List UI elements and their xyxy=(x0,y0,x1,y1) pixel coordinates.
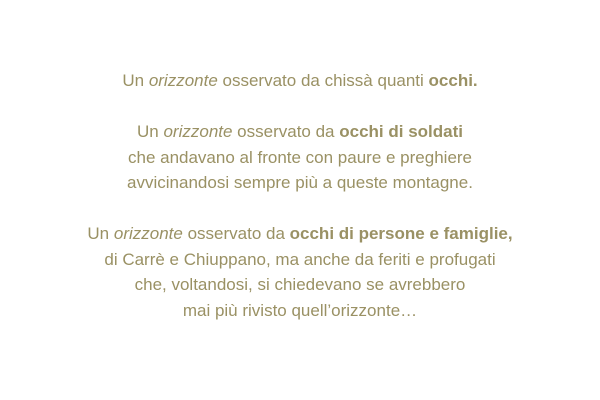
text-segment: osservato da chissà quanti xyxy=(217,71,429,90)
text-segment: avvicinandosi sempre più a queste montagne. xyxy=(127,173,473,192)
text-segment-bold: occhi di soldati xyxy=(339,122,463,141)
text-segment: Un xyxy=(122,71,149,90)
stanza-3 xyxy=(7,221,593,323)
text-segment-italic: orizzonte xyxy=(148,71,218,90)
stanza-1 xyxy=(7,68,593,94)
text-segment: osservato da xyxy=(232,122,340,141)
stanza-3-line-2 xyxy=(7,247,593,273)
text-segment-italic: orizzonte xyxy=(163,122,233,141)
stanza-3-line-3 xyxy=(7,272,593,298)
stanza-3-line-4 xyxy=(7,298,593,324)
text-segment: mai più rivisto quell’orizzonte… xyxy=(182,300,418,320)
text-segment-italic: orizzonte xyxy=(113,224,183,243)
poem-text-block xyxy=(7,68,593,323)
stanza-2-line-2 xyxy=(7,145,593,171)
text-segment: che, voltandosi, si chiedevano se avrebbero xyxy=(134,275,466,294)
stanza-2-line-3 xyxy=(7,170,593,196)
text-segment: che andavano al fronte con paure e preghiere xyxy=(127,147,473,167)
text-segment-bold: occhi di persone e famiglie, xyxy=(289,224,513,243)
text-segment-bold: occhi. xyxy=(428,71,478,90)
stanza-1-line-1 xyxy=(7,68,593,94)
stanza-2-line-1 xyxy=(7,119,593,145)
text-segment: osservato da xyxy=(182,224,290,243)
text-segment: Un xyxy=(137,122,164,141)
stanza-3-line-1 xyxy=(7,221,593,247)
text-segment: Un xyxy=(87,224,114,243)
stanza-2 xyxy=(7,119,593,196)
text-segment: di Carrè e Chiuppano, ma anche da feriti e profugati xyxy=(104,249,496,269)
